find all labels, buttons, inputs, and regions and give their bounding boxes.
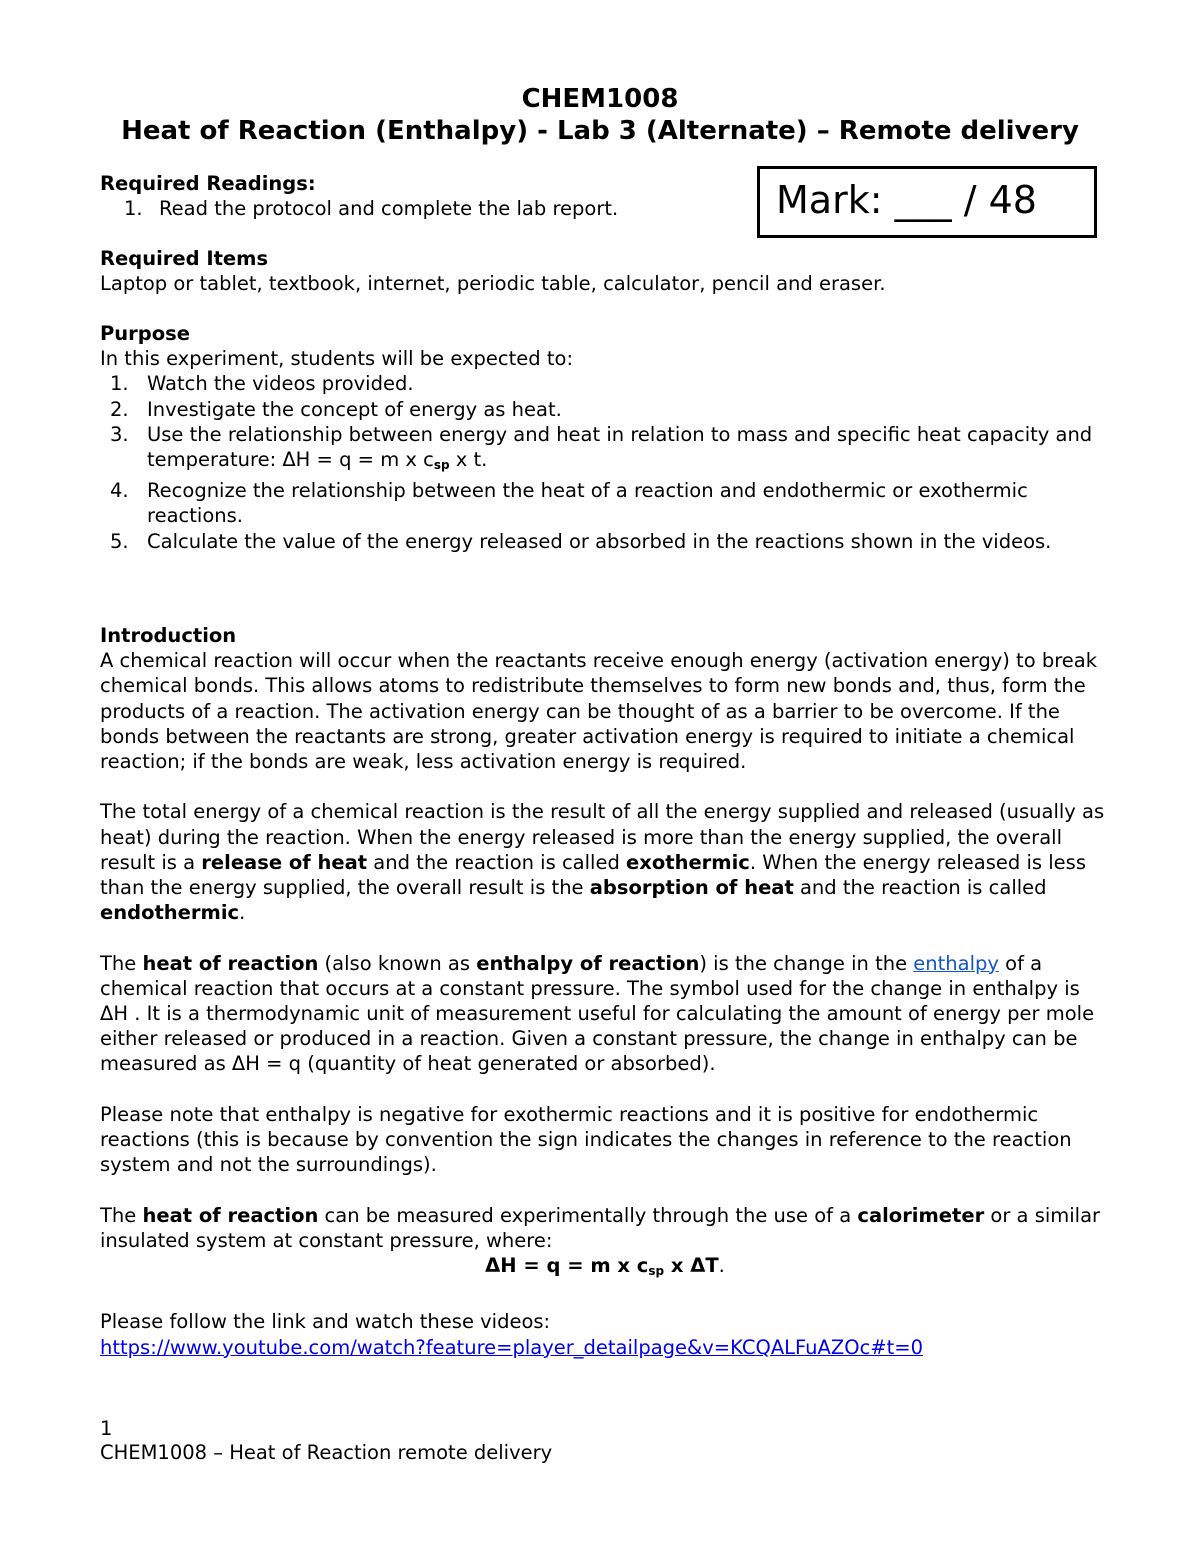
list-item: 5. Calculate the value of the energy released or absorbed in the reactions shown in the videos. — [110, 529, 1052, 553]
course-code: CHEM1008 — [521, 84, 679, 114]
mark-blank: ___ — [894, 178, 952, 222]
purpose-heading: Purpose — [100, 322, 190, 345]
list-item: 4. Recognize the relationship between the heat of a reaction and endothermic or exothermic reactions. — [110, 479, 1028, 528]
required-readings-heading: Required Readings: — [100, 172, 316, 195]
required-readings-list — [100, 196, 1110, 221]
mark-label: Mark: — [776, 178, 883, 222]
video-link[interactable]: https://www.youtube.com/watch?feature=player_detailpage&v=KCQALFuAZOc#t=0 — [100, 1335, 924, 1359]
intro-paragraph-2: The total energy of a chemical reaction is the result of all the energy supplied and released (usually as heat) during the reaction. When the energy released is more than the energy supplied, the overall result is a release of heat and the reaction is called exothermic. When the energy released is less than the energy supplied, the overall result is the absorption of heat and the reaction is called endothermic. — [100, 800, 1105, 925]
list-item: 2. Investigate the concept of energy as heat. — [110, 397, 562, 421]
intro-paragraph-4: Please note that enthalpy is negative for exothermic reactions and it is positive for endothermic reactions (this is because by convention the sign indicates the changes in reference to the reaction system and not the surroundings). — [100, 1102, 1072, 1177]
required-items-heading: Required Items — [100, 247, 269, 270]
video-prompt: Please follow the link and watch these videos: — [100, 1310, 551, 1334]
page-number: 1 — [100, 1417, 113, 1440]
purpose-list — [100, 371, 1110, 553]
enthalpy-link[interactable]: enthalpy — [913, 951, 999, 975]
list-item: 1. Read the protocol and complete the lab report. — [124, 197, 619, 221]
mark-total: / 48 — [963, 178, 1037, 222]
purpose-intro: In this experiment, students will be expected to: — [100, 347, 574, 371]
list-item: 1. Watch the videos provided. — [110, 372, 414, 396]
enthalpy-equation: ΔH = q = m x $c_{sp}$ x ΔT. — [485, 1254, 725, 1279]
introduction-section — [100, 623, 1110, 1360]
required-items-text: Laptop or tablet, textbook, internet, periodic table, calculator, pencil and eraser. — [100, 272, 886, 296]
intro-paragraph-3: The heat of reaction (also known as enthalpy of reaction) is the change in the enthalpy of a chemical reaction that occurs at a constant pressure. The symbol used for the change in enthalpy is ΔH . It is a thermodynamic unit of measurement useful for calculating the amount of energy per mole either released or produced in a reaction. Given a constant pressure, the change in enthalpy can be measured as ΔH = q (quantity of heat generated or absorbed). — [100, 951, 1095, 1076]
purpose-section — [100, 321, 1110, 554]
intro-paragraph-1: A chemical reaction will occur when the reactants receive enough energy (activation energy) to break chemical bonds. This allows atoms to redistribute themselves to form new bonds and, thus, form the products of a reaction. The activation energy can be thought of as a barrier to be overcome. If the bonds between the reactants are strong, greater activation energy is required to initiate a chemical reaction; if the bonds are weak, less activation energy is required. — [100, 649, 1098, 774]
intro-paragraph-5: The heat of reaction can be measured experimentally through the use of a calorimeter or a similar insulated system at constant pressure, where: — [100, 1203, 1101, 1252]
footer-text: CHEM1008 – Heat of Reaction remote delivery — [100, 1441, 553, 1464]
document-title: Heat of Reaction (Enthalpy) - Lab 3 (Alternate) – Remote delivery — [121, 116, 1079, 146]
required-readings-section — [100, 171, 1110, 221]
required-items-section — [100, 246, 1110, 296]
introduction-heading: Introduction — [100, 624, 237, 647]
list-item: 3. Use the relationship between energy and heat in relation to mass and specific heat capacity and temperature: ΔH = q = m x $c_{sp}$ x t. — [110, 422, 1093, 473]
